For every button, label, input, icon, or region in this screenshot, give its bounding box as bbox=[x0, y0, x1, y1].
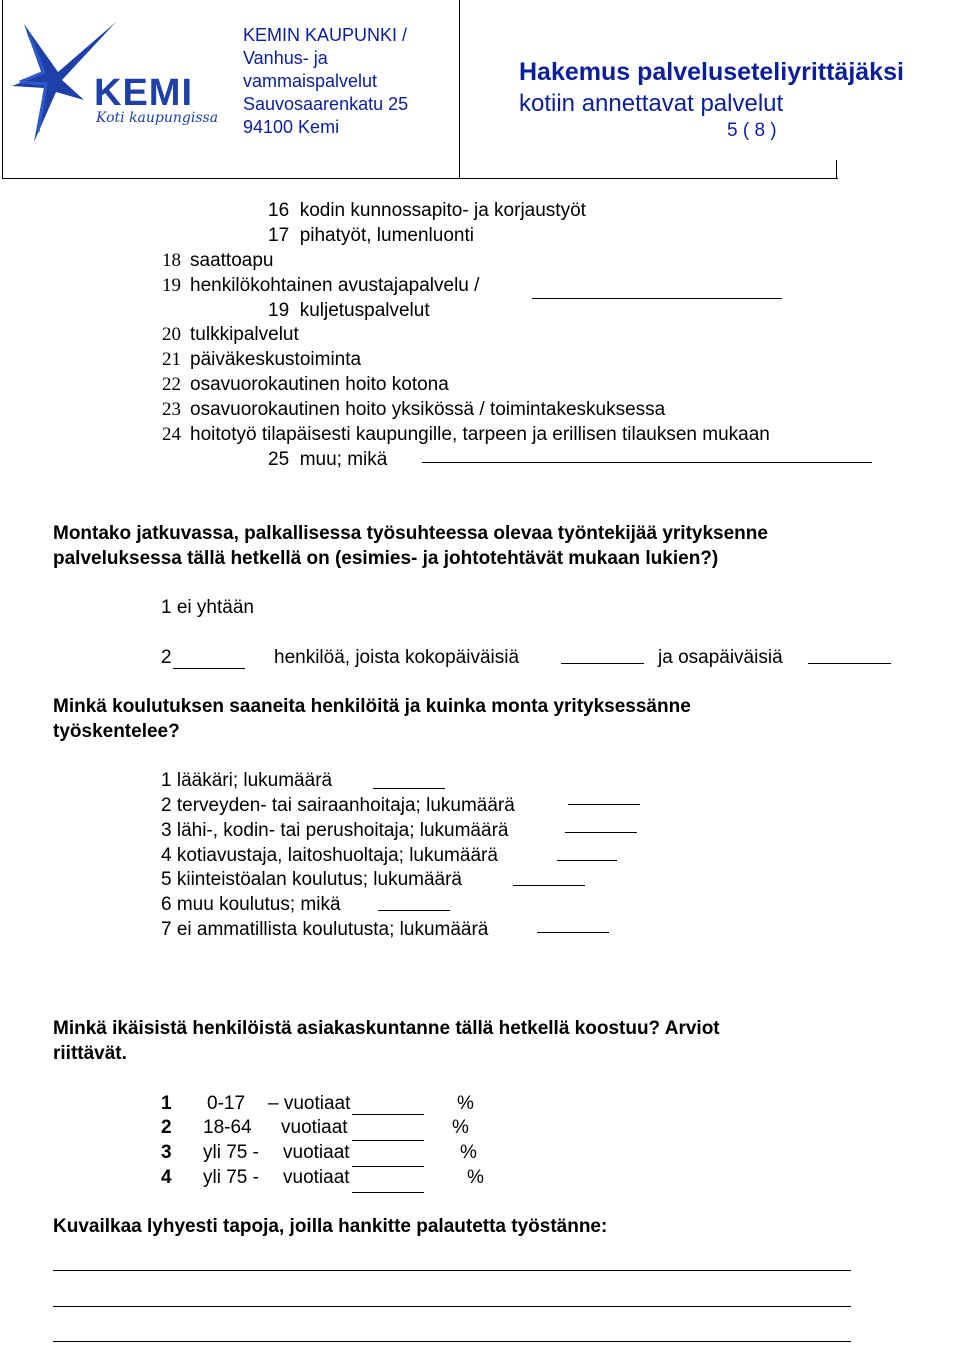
education-question: Minkä koulutuksen saaneita henkilöitä ja kuinka monta yrityksessänne bbox=[53, 696, 691, 717]
feedback-question: Kuvailkaa lyhyesti tapoja, joilla hankitte palautetta työstänne: bbox=[53, 1216, 608, 1237]
service-item: 17 pihatyöt, lumenluonti bbox=[268, 225, 474, 246]
service-item-label: saattoapu bbox=[190, 250, 274, 271]
service-item-label: päiväkeskustoiminta bbox=[190, 349, 362, 370]
employees-option: 1 ei yhtään bbox=[161, 597, 254, 618]
service-item-num: 23 bbox=[162, 399, 181, 420]
age-item-range: 0-17 bbox=[207, 1093, 246, 1114]
org-address bbox=[243, 24, 408, 139]
service-item-label: henkilökohtainen avustajapalvelu / bbox=[190, 275, 480, 296]
service-item-num: 19 bbox=[162, 275, 181, 296]
service-item-label: tulkkipalvelut bbox=[190, 324, 299, 345]
service-item-label: osavuorokautinen hoito yksikössä / toimintakeskuksessa bbox=[190, 399, 666, 420]
blank-line[interactable] bbox=[352, 1166, 424, 1167]
org-line: KEMIN KAUPUNKI / bbox=[243, 25, 408, 45]
blank-line[interactable] bbox=[557, 860, 617, 861]
age-item-num: 4 bbox=[161, 1167, 172, 1188]
employees-question: palveluksessa tällä hetkellä on (esimies- ja johtotehtävät mukaan lukien?) bbox=[53, 548, 719, 569]
blank-line[interactable] bbox=[565, 832, 637, 833]
education-item: 4 kotiavustaja, laitoshuoltaja; lukumäärä bbox=[161, 845, 498, 866]
blank-line[interactable] bbox=[352, 1192, 424, 1193]
education-question: työskentelee? bbox=[53, 721, 180, 742]
employees-option-label: ja osapäiväisiä bbox=[658, 647, 783, 668]
employees-option-num: 2 bbox=[161, 647, 172, 668]
blank-line[interactable] bbox=[561, 663, 644, 664]
blank-line[interactable] bbox=[513, 885, 585, 886]
kemi-logo bbox=[4, 14, 219, 149]
answer-line[interactable] bbox=[53, 1270, 851, 1271]
blank-line[interactable] bbox=[568, 804, 640, 805]
employees-option-label: henkilöä, joista kokopäiväisiä bbox=[274, 647, 520, 668]
age-item-unit: % bbox=[460, 1142, 477, 1163]
age-item-unit: % bbox=[457, 1093, 474, 1114]
age-item-range: 18-64 bbox=[203, 1117, 252, 1138]
blank-line[interactable] bbox=[378, 910, 450, 911]
ages-question: Minkä ikäisistä henkilöistä asiakaskuntanne tällä hetkellä koostuu? Arviot bbox=[53, 1018, 720, 1039]
service-item: 16 kodin kunnossapito- ja korjaustyöt bbox=[268, 200, 586, 221]
service-item: 19 kuljetuspalvelut bbox=[268, 300, 430, 321]
org-line: 94100 Kemi bbox=[243, 117, 340, 137]
education-item: 3 lähi-, kodin- tai perushoitaja; lukumäärä bbox=[161, 820, 509, 841]
blank-line[interactable] bbox=[352, 1114, 424, 1115]
education-item: 6 muu koulutus; mikä bbox=[161, 894, 341, 915]
blank-line[interactable] bbox=[422, 462, 872, 463]
blank-line[interactable] bbox=[532, 298, 782, 299]
logo-text: KEMI bbox=[94, 72, 193, 114]
document-title: Hakemus palveluseteliyrittäjäksi bbox=[519, 58, 904, 86]
service-item: 25 muu; mikä bbox=[268, 449, 388, 470]
org-line: vammaispalvelut bbox=[243, 71, 378, 91]
age-item-unit: % bbox=[452, 1117, 469, 1138]
blank-line[interactable] bbox=[173, 668, 245, 669]
blank-line[interactable] bbox=[537, 932, 609, 933]
education-item: 7 ei ammatillista koulutusta; lukumäärä bbox=[161, 919, 489, 940]
age-item-label: – vuotiaat bbox=[268, 1093, 351, 1114]
answer-line[interactable] bbox=[53, 1306, 851, 1307]
age-item-num: 3 bbox=[161, 1142, 172, 1163]
blank-line[interactable] bbox=[808, 663, 891, 664]
service-item-num: 20 bbox=[162, 324, 181, 345]
age-item-label: vuotiaat bbox=[283, 1142, 350, 1163]
org-line: Sauvosaarenkatu 25 bbox=[243, 94, 409, 114]
answer-line[interactable] bbox=[53, 1341, 851, 1342]
org-line: Vanhus- ja bbox=[243, 48, 328, 68]
education-item: 2 terveyden- tai sairaanhoitaja; lukumäärä bbox=[161, 795, 515, 816]
employees-question: Montako jatkuvassa, palkallisessa työsuhteessa olevaa työntekijää yrityksenne bbox=[53, 523, 768, 544]
document-subtitle: kotiin annettavat palvelut bbox=[519, 90, 784, 117]
service-item-num: 22 bbox=[162, 374, 181, 395]
ages-question: riittävät. bbox=[53, 1043, 127, 1064]
service-item-num: 18 bbox=[162, 250, 181, 271]
blank-line[interactable] bbox=[352, 1140, 424, 1141]
age-item-label: vuotiaat bbox=[283, 1167, 350, 1188]
age-item-range: yli 75 - bbox=[203, 1167, 259, 1188]
age-item-unit: % bbox=[467, 1167, 484, 1188]
header-divider bbox=[458, 178, 838, 179]
logo-slogan: Koti kaupungissa bbox=[96, 110, 219, 126]
service-item-label: osavuorokautinen hoito kotona bbox=[190, 374, 449, 395]
education-item: 5 kiinteistöalan koulutus; lukumäärä bbox=[161, 869, 463, 890]
page-number: 5 ( 8 ) bbox=[727, 120, 777, 141]
age-item-num: 1 bbox=[161, 1093, 172, 1114]
age-item-range: yli 75 - bbox=[203, 1142, 259, 1163]
header-divider-tick bbox=[836, 160, 837, 178]
blank-line[interactable] bbox=[373, 788, 445, 789]
age-item-label: vuotiaat bbox=[281, 1117, 348, 1138]
education-item: 1 lääkäri; lukumäärä bbox=[161, 770, 333, 791]
service-item-label: hoitotyö tilapäisesti kaupungille, tarpeen ja erillisen tilauksen mukaan bbox=[190, 424, 770, 445]
service-item-num: 24 bbox=[162, 424, 181, 445]
service-item-num: 21 bbox=[162, 349, 181, 370]
age-item-num: 2 bbox=[161, 1117, 172, 1138]
